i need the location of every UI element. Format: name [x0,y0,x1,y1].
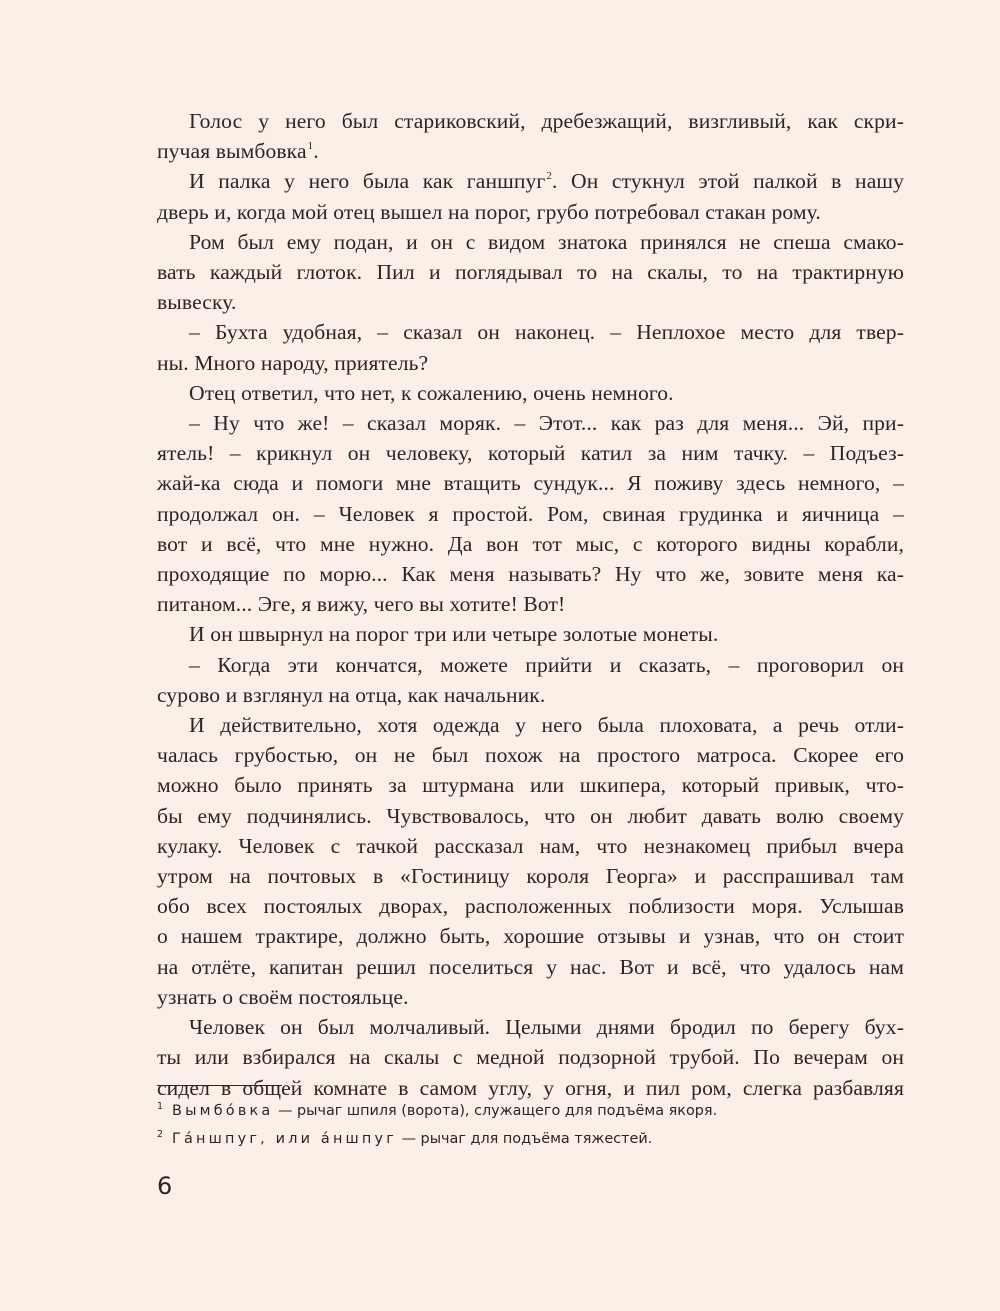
footnote-definition: — рычаг шпиля (ворота), служащего для подъёма якоря. [273,1103,718,1119]
text-line [157,106,904,136]
text-line [157,317,904,347]
text-line [157,227,904,257]
text-segment: на отлёте, капитан решил поселиться у нас. Вот и всё, что удалось нам [157,954,904,979]
text-line [157,619,904,649]
page-body [157,106,904,1103]
text-segment: жай-ка сюда и помоги мне втащить сундук... Я поживу здесь немного, – [157,471,904,496]
footnote-number: 2 [157,1129,164,1140]
footnote-2 [157,1123,904,1151]
text-line [157,710,904,740]
text-segment: вот и всё, что мне нужно. Да вон тот мыс, с которого видны корабли, [157,531,904,556]
text-line [157,650,904,680]
text-line [157,770,904,800]
text-segment: Человек он был молчаливый. Целыми днями бродил по берегу бух- [189,1015,904,1040]
text-line [157,801,904,831]
footnote-number: 1 [157,1101,164,1112]
text-line [157,1042,904,1072]
text-line [157,559,904,589]
text-line [157,257,904,287]
footnote-divider [157,1085,282,1086]
text-line [157,287,904,317]
text-segment: пучая вымбовка [157,139,307,164]
text-segment: утром на почтовых в «Гостиницу короля Георга» и расспрашивал там [157,864,904,889]
text-segment: И палка у него была как ганшпуг [189,169,546,194]
text-segment: бы ему подчинялись. Чувствовалось, что он любит давать волю своему [157,803,904,828]
text-line [157,680,904,710]
text-segment: продолжал он. – Человек я простой. Ром, свиная грудинка и яичница – [157,501,904,526]
text-segment: дверь и, когда мой отец вышел на порог, грубо потребовал стакан рому. [157,199,821,224]
text-segment: питаном... Эге, я вижу, чего вы хотите! Вот! [157,592,566,617]
text-line [157,529,904,559]
footnotes [157,1095,904,1151]
footnote-term: Вымбóвка [172,1103,274,1119]
text-segment: ны. Много народу, приятель? [157,350,429,375]
text-line [157,136,904,166]
text-segment: вать каждый глоток. Пил и поглядывал то на скалы, то на трактирную [157,260,904,285]
footnote-definition: — рычаг для подъёма тяжестей. [397,1131,653,1147]
text-segment: – Ну что же! – сказал моряк. – Этот... как раз для меня... Эй, при- [189,411,904,436]
footnote-reference[interactable]: 2 [546,170,552,183]
text-line [157,952,904,982]
text-segment: обо всех постоялых дворах, расположенных поблизости моря. Услышав [157,894,904,919]
footnote-reference[interactable]: 1 [307,140,314,153]
text-segment: узнать о своём постояльце. [157,984,409,1009]
text-line [157,197,904,227]
text-line [157,438,904,468]
text-line [157,589,904,619]
text-line [157,982,904,1012]
text-segment: ятель! – крикнул он человеку, который катил за ним тачку. – Подъез- [157,441,904,466]
text-segment: сурово и взглянул на отца, как начальник. [157,682,546,707]
main-text [157,106,904,1103]
text-segment: проходящие по морю... Как меня называть? Ну что же, зовите меня ка- [157,562,904,587]
text-segment: кулаку. Человек с тачкой рассказал нам, что незнакомец прибыл вчера [157,833,904,858]
footnote-1 [157,1095,904,1123]
text-line [157,468,904,498]
text-segment: Отец ответил, что нет, к сожалению, очень немного. [189,380,674,405]
text-line [157,921,904,951]
text-segment: можно было принять за штурмана или шкипера, который привык, что- [157,773,904,798]
text-segment: сидел в общей комнате в самом углу, у огня, и пил ром, слегка разбавляя [157,1075,904,1100]
text-line [157,166,904,196]
text-segment: – Когда эти кончатся, можете прийти и сказать, – проговорил он [189,652,904,677]
text-segment: о нашем трактире, должно быть, хорошие отзывы и узнав, что он стоит [157,924,904,949]
text-line [157,408,904,438]
text-line [157,740,904,770]
text-segment: . [313,139,319,164]
page-number: 6 [157,1172,173,1200]
text-line [157,861,904,891]
text-line [157,1012,904,1042]
text-segment: вывеску. [157,290,237,315]
text-segment: И действительно, хотя одежда у него была плоховата, а речь отли- [189,713,904,738]
text-segment: чалась грубостью, он не был похож на простого матроса. Скорее его [157,743,904,768]
text-segment: ты или взбирался на скалы с медной подзорной трубой. По вечерам он [157,1045,904,1070]
text-line [157,499,904,529]
text-line [157,378,904,408]
text-segment: Ром был ему подан, и он с видом знатока принялся не спеша смако- [189,229,904,254]
text-segment: . Он стукнул этой палкой в нашу [551,169,904,194]
text-segment: – Бухта удобная, – сказал он наконец. – Неплохое место для твер- [189,320,904,345]
text-segment: Голос у него был стариковский, дребезжащий, визгливый, как скри- [189,109,904,133]
text-segment: И он швырнул на порог три или четыре золотые монеты. [189,622,719,647]
text-line [157,891,904,921]
text-line [157,831,904,861]
footnote-term: Гáншпуг, или áншпуг [172,1131,398,1147]
text-line [157,348,904,378]
